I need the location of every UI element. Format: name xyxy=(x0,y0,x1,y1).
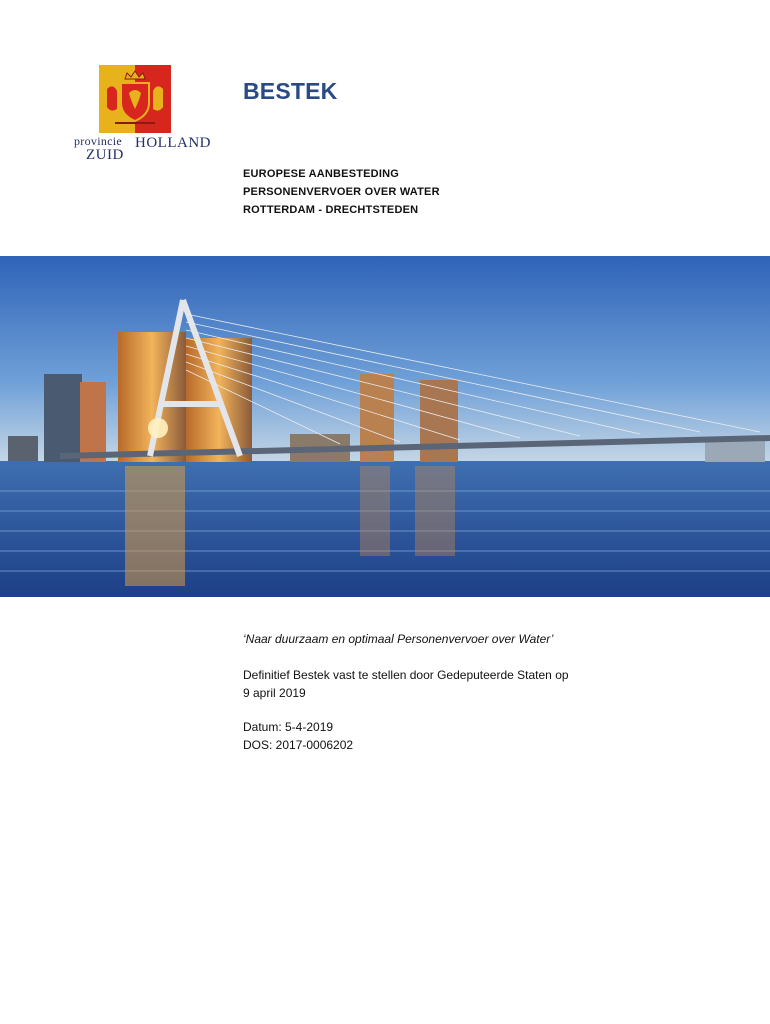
dos-number: DOS: 2017-0006202 xyxy=(243,738,354,752)
cover-photo xyxy=(0,256,770,597)
coat-of-arms-icon xyxy=(99,65,171,133)
subtitle-line-2: PERSONENVERVOER OVER WATER xyxy=(243,186,440,198)
definition-line-2: 9 april 2019 xyxy=(243,686,306,700)
subtitle-line-3: ROTTERDAM - DRECHTSTEDEN xyxy=(243,204,419,216)
document-title: BESTEK xyxy=(243,78,338,104)
logo-text-provincie: provincie xyxy=(74,134,123,148)
province-logo xyxy=(72,62,212,162)
definition-line-1: Definitief Bestek vast te stellen door Gedeputeerde Staten op xyxy=(243,668,569,682)
logo-text-zuid: ZUID xyxy=(86,147,124,163)
document-date: Datum: 5-4-2019 xyxy=(243,720,334,734)
tagline: ‘Naar duurzaam en optimaal Personenvervoer over Water’ xyxy=(243,632,554,646)
subtitle-line-1: EUROPESE AANBESTEDING xyxy=(243,168,399,180)
logo-text-holland: HOLLAND xyxy=(135,135,211,151)
